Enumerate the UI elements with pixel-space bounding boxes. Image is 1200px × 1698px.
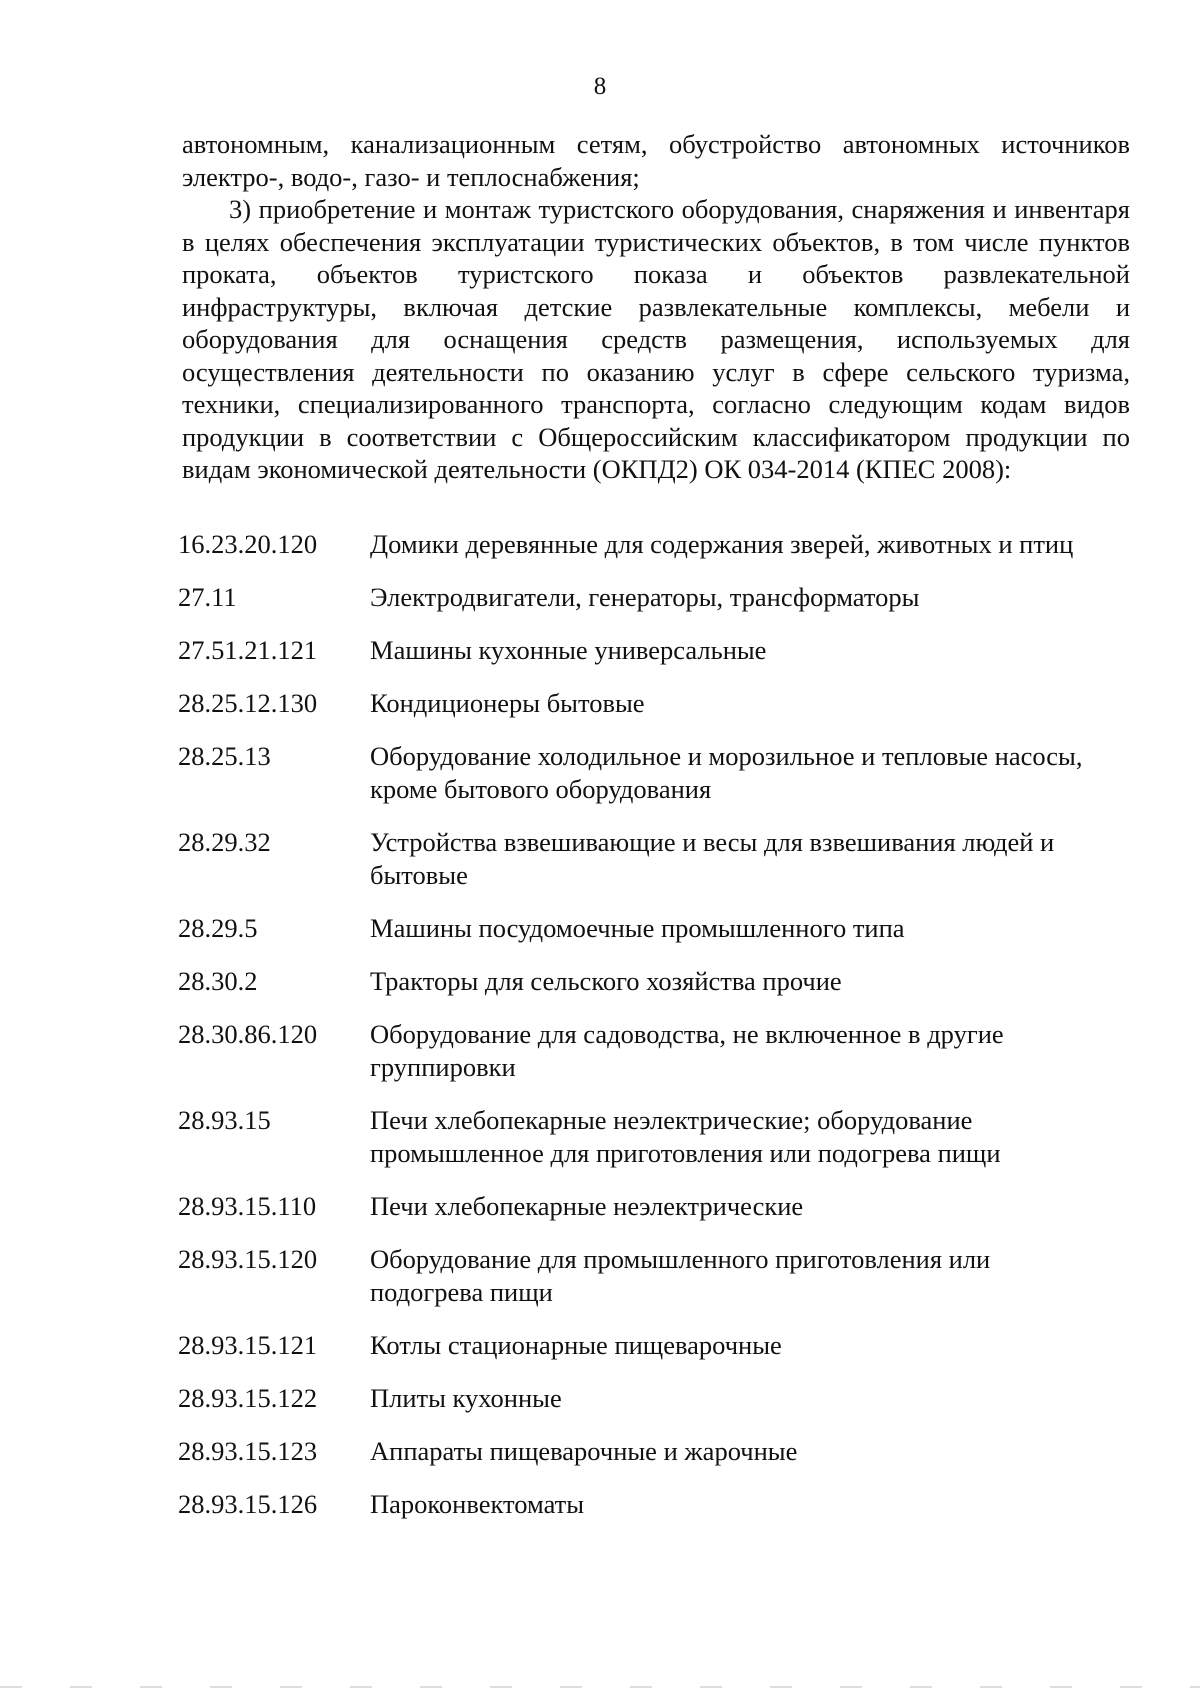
product-description: Машины посудомоечные промышленного типа — [370, 913, 905, 943]
okpd2-code: 27.51.21.121 — [178, 635, 318, 665]
product-description: Печи хлебопекарные неэлектрические — [370, 1191, 804, 1221]
code-row — [178, 1190, 1128, 1223]
product-description: Электродвигатели, генераторы, трансформаторы — [370, 582, 920, 612]
product-description: Оборудование для садоводства, не включенное в другие группировки — [370, 1019, 1004, 1082]
code-row — [178, 1018, 1128, 1084]
code-row — [178, 740, 1128, 806]
product-description: Оборудование для промышленного приготовления или подогрева пищи — [370, 1244, 991, 1307]
okpd2-code: 28.29.5 — [178, 913, 258, 943]
okpd2-code: 28.30.86.120 — [178, 1019, 318, 1049]
product-description: Пароконвектоматы — [370, 1489, 585, 1519]
okpd2-code: 28.93.15.121 — [178, 1330, 318, 1360]
scan-edge-divider — [0, 1686, 1200, 1688]
okpd2-code: 28.25.12.130 — [178, 688, 318, 718]
product-description: Тракторы для сельского хозяйства прочие — [370, 966, 842, 996]
code-row — [178, 1104, 1128, 1170]
code-row — [178, 965, 1128, 998]
product-description: Котлы стационарные пищеварочные — [370, 1330, 782, 1360]
okpd2-code: 28.93.15.126 — [178, 1489, 318, 1519]
code-row — [178, 1329, 1128, 1362]
product-description: Плиты кухонные — [370, 1383, 562, 1413]
okpd2-code-table — [178, 528, 1128, 1541]
code-row — [178, 634, 1128, 667]
okpd2-code: 28.29.32 — [178, 827, 271, 857]
okpd2-code: 28.93.15.110 — [178, 1191, 317, 1221]
product-description: Устройства взвешивающие и весы для взвешивания людей и бытовые — [370, 827, 1055, 890]
code-row — [178, 1243, 1128, 1309]
code-row — [178, 912, 1128, 945]
code-row — [178, 1488, 1128, 1521]
code-row — [178, 1435, 1128, 1468]
okpd2-code: 28.25.13 — [178, 741, 271, 771]
okpd2-code: 28.93.15 — [178, 1105, 271, 1135]
product-description: Аппараты пищеварочные и жарочные — [370, 1436, 798, 1466]
okpd2-code: 28.30.2 — [178, 966, 258, 996]
paragraph-item-3: 3) приобретение и монтаж туристского оборудования, снаряжения и инвентаря в целях обеспечения эксплуатации туристических объектов, в том числе пунктов проката, объектов туристского показа и объектов развлекательной инфраструктуры, включая детские развлекательные комплексы, мебели и оборудования для оснащения средств размещения, используемых для осуществления деятельности по оказанию услуг в сфере сельского туризма, техники, специализированного транспорта, согласно следующим кодам видов продукции в соответствии с Общероссийским классификатором продукции по видам экономической деятельности (ОКПД2) ОК 034-2014 (КПЕС 2008): — [182, 194, 1130, 484]
product-description: Оборудование холодильное и морозильное и тепловые насосы, кроме бытового оборудования — [370, 741, 1083, 804]
okpd2-code: 28.93.15.123 — [178, 1436, 318, 1466]
product-description: Печи хлебопекарные неэлектрические; оборудование промышленное для приготовления или подогрева пищи — [370, 1105, 1001, 1168]
product-description: Кондиционеры бытовые — [370, 688, 645, 718]
body-text — [182, 128, 1130, 486]
code-row — [178, 1382, 1128, 1415]
okpd2-code: 28.93.15.122 — [178, 1383, 318, 1413]
code-row — [178, 687, 1128, 720]
code-row — [178, 826, 1128, 892]
okpd2-code: 27.11 — [178, 582, 237, 612]
paragraph-continuation: автономным, канализационным сетям, обустройство автономных источников электро-, водо-, газо- и теплоснабжения; — [182, 129, 1130, 192]
code-row — [178, 581, 1128, 614]
okpd2-code: 16.23.20.120 — [178, 529, 318, 559]
code-row — [178, 528, 1128, 561]
page-number: 8 — [593, 73, 607, 100]
product-description: Домики деревянные для содержания зверей, животных и птиц — [370, 529, 1074, 559]
okpd2-code: 28.93.15.120 — [178, 1244, 318, 1274]
product-description: Машины кухонные универсальные — [370, 635, 767, 665]
